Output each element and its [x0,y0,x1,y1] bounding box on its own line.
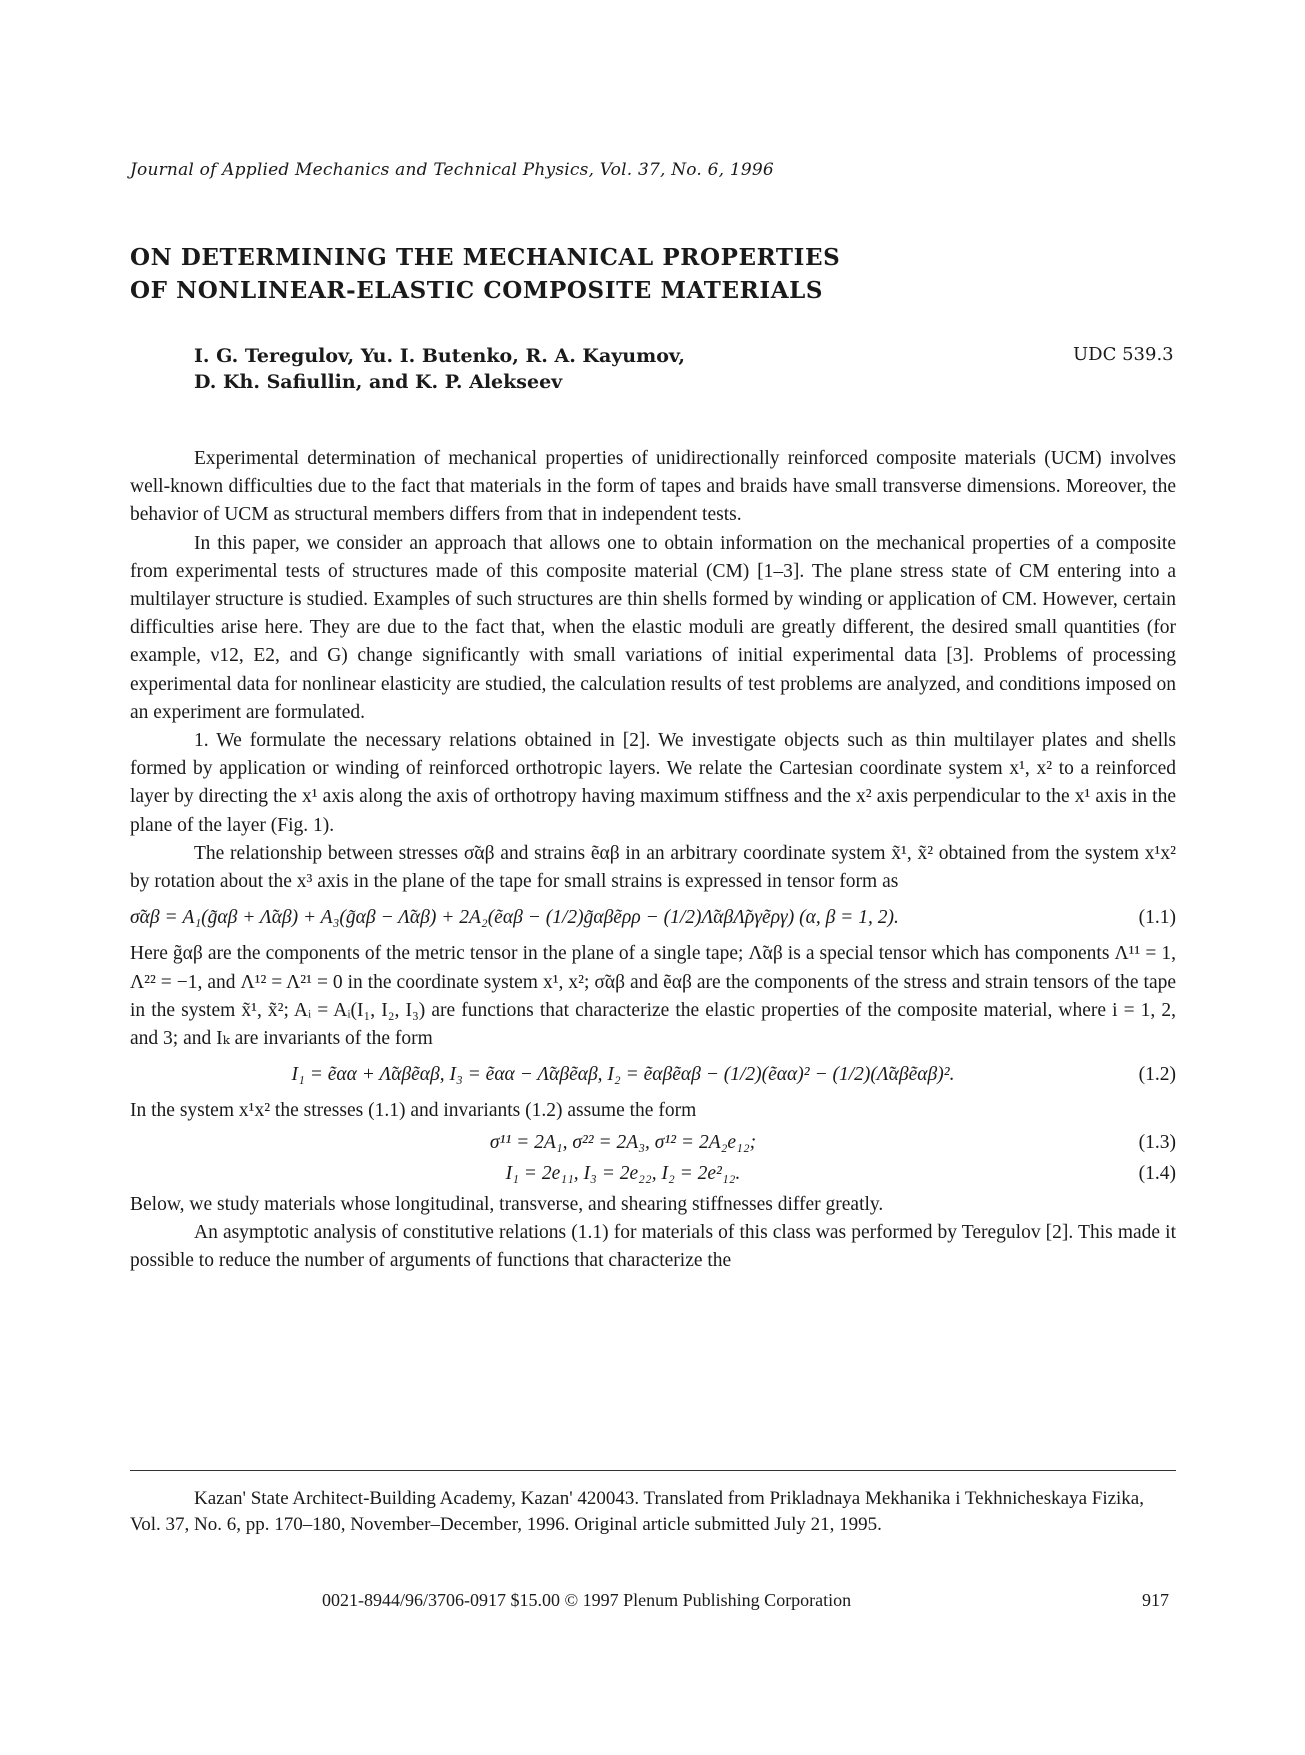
journal-citation: Journal of Applied Mechanics and Technical Physics, Vol. 37, No. 6, 1996 [130,160,774,180]
equation-1-4 [130,1160,1176,1188]
equation-1-3-body: σ¹¹ = 2A₁, σ²² = 2A₃, σ¹² = 2A₂e₁₂; [489,1131,757,1153]
copyright-line: 0021-8944/96/3706-0917 $15.00 © 1997 Plenum Publishing Corporation [322,1590,852,1610]
article-body [130,445,1176,1276]
equation-1-1-number: (1.1) [1138,907,1176,929]
paragraph-stress-strain: The relationship between stresses σ̃αβ and strains ẽαβ in an arbitrary coordinate system x̃¹, x̃² obtained from the system x¹x² by rotation about the x³ axis in the plane of the tape for small strains is expressed in tensor form as [130,842,1176,893]
paragraph-asymptotic: An asymptotic analysis of constitutive relations (1.1) for materials of this class was performed by Teregulov [2]. This made it possible to reduce the number of arguments of functions that characterize the [130,1222,1176,1272]
footnote-divider [130,1470,1176,1471]
author-list [194,343,685,395]
paragraph-approach: In this paper, we consider an approach that allows one to obtain information on the mechanical properties of a composite from experimental tests of structures made of this composite material (CM) [1–3]. The plane stress state of CM entering into a multilayer structure is studied. Examples of such structures are thin shells formed by winding or application of CM. However, certain difficulties arise here. They are due to the fact that, when the elastic moduli are greatly different, the desired small quantities (for example, ν12, E2, and G) change significantly with small variations of initial experimental data [3]. Problems of processing experimental data for nonlinear elasticity are studied, the calculation results of test problems are analyzed, and conditions imposed on an experiment are formulated. [130,532,1176,723]
paragraph-abstract: Experimental determination of mechanical properties of unidirectionally reinforced composite materials (UCM) involves well-known difficulties due to the fact that materials in the form of tapes and braids have small transverse dimensions. Moreover, the behavior of UCM as structural members differs from that in independent tests. [130,448,1176,526]
equation-1-2-body: I₁ = ẽαα + Λ̃αβẽαβ, I₃ = ẽαα − Λ̃αβẽαβ, I₂ = ẽαβẽαβ − (1/2)(ẽαα)² − (1/2)(Λ̃αβẽαβ)². [291,1064,955,1086]
equation-1-4-body: I₁ = 2e₁₁, I₃ = 2e₂₂, I₂ = 2e²₁₂. [505,1162,741,1184]
paragraph-system: In the system x¹x² the stresses (1.1) and invariants (1.2) assume the form [130,1100,697,1122]
equation-1-1 [130,904,1176,932]
authors-line-1: I. G. Teregulov, Yu. I. Butenko, R. A. Kayumov, [194,345,685,367]
equation-1-3 [130,1129,1176,1157]
paragraph-definitions: Here g̃αβ are the components of the metric tensor in the plane of a single tape; Λ̃αβ is a special tensor which has components Λ¹¹ = 1, Λ²² = −1, and Λ¹² = Λ²¹ = 0 in the coordinate system x¹, x²; σ̃αβ and ẽαβ are the components of the stress and strain tensors of the tape in the system x̃¹, x̃²; Aᵢ = Aᵢ(I₁, I₂, I₃) are functions that characterize the elastic properties of the composite material, where i = 1, 2, and 3; and Iₖ are invariants of the form [130,943,1176,1050]
equation-1-4-number: (1.4) [1138,1162,1176,1184]
equation-1-3-number: (1.3) [1138,1131,1176,1153]
equation-1-2-number: (1.2) [1138,1064,1176,1086]
title-line-2: OF NONLINEAR-ELASTIC COMPOSITE MATERIALS [130,277,824,304]
paragraph-section-1: 1. We formulate the necessary relations obtained in [2]. We investigate objects such as thin multilayer plates and shells formed by application or winding of reinforced orthotropic layers. We relate the Cartesian coordinate system x¹, x² to a reinforced layer by directing the x¹ axis along the axis of orthotropy having maximum stiffness and the x² axis perpendicular to the x¹ axis in the plane of the layer (Fig. 1). [130,730,1176,836]
udc-code: UDC 539.3 [1073,344,1174,365]
title-line-1: ON DETERMINING THE MECHANICAL PROPERTIES [130,244,841,271]
footnote [130,1486,1176,1538]
equation-1-2 [130,1061,1176,1089]
paper-title [130,241,840,307]
equation-1-1-body: σ̃αβ = A₁(g̃αβ + Λ̃αβ) + A₃(g̃αβ − Λ̃αβ) + 2A₂(ẽαβ − (1/2)g̃αβẽρρ − (1/2)Λ̃αβΛ̃ργẽργ) (α, β = 1, 2). [130,907,899,929]
footnote-text: Kazan' State Architect-Building Academy, Kazan' 420043. Translated from Prikladnaya Mekhanika i Tekhnicheskaya Fizika, Vol. 37, No. 6, pp. 170–180, November–December, 1996. Original article submitted July 21, 1995. [130,1488,1144,1535]
page-number: 917 [1142,1590,1169,1610]
authors-line-2: D. Kh. Safiullin, and K. P. Alekseev [194,371,563,393]
paragraph-materials: Below, we study materials whose longitudinal, transverse, and shearing stiffnesses differ greatly. [130,1194,884,1216]
